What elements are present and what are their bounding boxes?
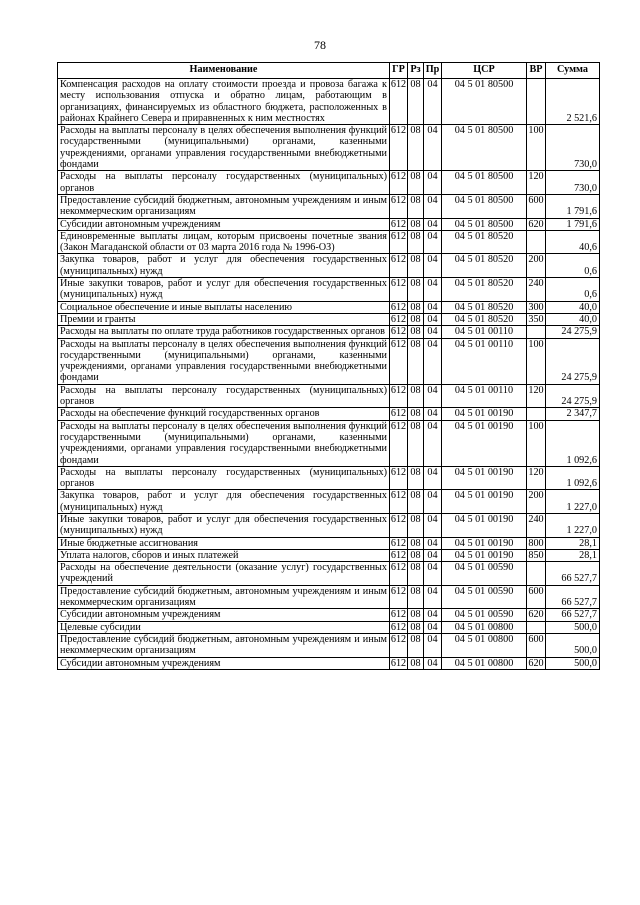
table-row — [58, 562, 600, 586]
cell-sum: 24 275,9 — [546, 384, 600, 408]
cell-vr — [527, 408, 546, 420]
cell-vr: 620 — [528, 609, 544, 621]
cell-gr: 612 — [390, 657, 407, 669]
cell-pr: 04 — [424, 609, 442, 621]
cell-pr: 04 — [424, 278, 442, 302]
cell-pr: 04 — [424, 621, 442, 633]
cell-gr: 612 — [390, 79, 408, 125]
cell-gr: 612 — [390, 171, 408, 195]
cell-rz: 08 — [408, 621, 424, 633]
cell-pr: 04 — [424, 254, 442, 278]
cell-name: Субсидии автономным учреждениям — [58, 218, 390, 230]
cell-sum: 730,0 — [546, 125, 600, 171]
header-vr: ВР — [527, 63, 546, 79]
cell-gr: 612 — [390, 313, 407, 325]
cell-sum: 500,0 — [546, 633, 600, 657]
cell-csr: 04 5 01 00800 — [442, 633, 527, 657]
cell-csr: 04 5 01 80500 — [442, 194, 527, 218]
cell-vr: 240 — [527, 278, 546, 302]
cell-csr: 04 5 01 00110 — [442, 384, 527, 408]
cell-vr: 120 — [527, 466, 546, 490]
table-row — [58, 657, 600, 669]
cell-sum: 28,1 — [546, 537, 600, 549]
cell-gr: 612 — [390, 384, 408, 408]
cell-rz: 08 — [408, 408, 424, 420]
cell-name: Премии и гранты — [58, 313, 390, 325]
cell-rz: 08 — [408, 513, 424, 537]
cell-sum: 2 347,7 — [546, 408, 600, 420]
cell-rz: 08 — [408, 633, 424, 657]
cell-sum: 0,6 — [546, 254, 600, 278]
cell-rz: 08 — [408, 466, 424, 490]
cell-name: Единовременные выплаты лицам, которым присвоены почетные звания (Закон Магаданской области от 03 марта 2016 года № 1996-ОЗ) — [58, 230, 390, 254]
header-sum: Сумма — [546, 63, 600, 79]
cell-sum: 500,0 — [546, 621, 600, 633]
table-row — [58, 301, 600, 313]
table-row — [58, 549, 600, 561]
cell-csr: 04 5 01 80520 — [442, 254, 527, 278]
cell-vr: 300 — [528, 301, 544, 313]
cell-rz: 08 — [408, 254, 424, 278]
cell-sum: 66 527,7 — [546, 585, 600, 609]
cell-gr: 612 — [390, 194, 408, 218]
cell-csr: 04 5 01 00190 — [442, 420, 527, 466]
cell-name: Расходы на выплаты по оплате труда работников государственных органов — [58, 326, 390, 338]
cell-gr: 612 — [390, 609, 407, 621]
cell-vr: 350 — [528, 313, 544, 325]
cell-rz: 08 — [408, 338, 424, 384]
cell-csr: 04 5 01 00110 — [442, 326, 527, 338]
cell-csr: 04 5 01 00190 — [442, 537, 527, 549]
cell-vr: 200 — [527, 490, 546, 514]
table-row — [58, 609, 600, 621]
cell-name: Иные бюджетные ассигнования — [58, 537, 390, 549]
table-row — [58, 313, 600, 325]
cell-pr: 04 — [424, 537, 442, 549]
cell-rz: 08 — [408, 326, 424, 338]
cell-sum: 66 527,7 — [546, 562, 600, 586]
cell-csr: 04 5 01 00800 — [442, 657, 527, 669]
cell-csr: 04 5 01 00590 — [442, 562, 527, 586]
cell-sum: 500,0 — [546, 657, 600, 669]
table-header-row — [58, 63, 600, 79]
cell-gr: 612 — [390, 254, 408, 278]
cell-name: Расходы на выплаты персоналу в целях обеспечения выполнения функций государственными (муниципальными) органами, казенными учреждениями, органами управления государственными внебюджетными фондами — [58, 420, 390, 466]
cell-vr: 240 — [527, 513, 546, 537]
cell-vr: 120 — [527, 171, 546, 195]
cell-sum: 2 521,6 — [546, 79, 600, 125]
cell-vr: 100 — [527, 125, 546, 171]
cell-name: Иные закупки товаров, работ и услуг для обеспечения государственных (муниципальных) нужд — [58, 513, 390, 537]
cell-csr: 04 5 01 00590 — [442, 609, 527, 621]
cell-gr: 612 — [390, 466, 408, 490]
cell-pr: 04 — [424, 313, 442, 325]
cell-csr: 04 5 01 00190 — [442, 408, 527, 420]
table-row — [58, 420, 600, 466]
cell-pr: 04 — [424, 549, 442, 561]
cell-sum: 0,6 — [546, 278, 600, 302]
table-row — [58, 194, 600, 218]
cell-vr — [527, 230, 546, 254]
cell-vr: 600 — [527, 633, 546, 657]
cell-name: Расходы на обеспечение функций государственных органов — [58, 408, 390, 420]
cell-rz: 08 — [408, 301, 424, 313]
cell-csr: 04 5 01 80520 — [442, 313, 527, 325]
header-csr: ЦСР — [442, 63, 527, 79]
cell-gr: 612 — [390, 633, 408, 657]
cell-csr: 04 5 01 80500 — [442, 218, 527, 230]
cell-csr: 04 5 01 80500 — [442, 125, 527, 171]
cell-rz: 08 — [408, 171, 424, 195]
cell-rz: 08 — [408, 384, 424, 408]
cell-vr: 120 — [527, 384, 546, 408]
cell-pr: 04 — [424, 230, 442, 254]
table-row — [58, 218, 600, 230]
table-row — [58, 490, 600, 514]
cell-csr: 04 5 01 80500 — [442, 79, 527, 125]
cell-name: Расходы на обеспечение деятельности (оказание услуг) государственных учреждений — [58, 562, 390, 586]
cell-rz: 08 — [408, 537, 424, 549]
cell-sum: 28,1 — [546, 549, 600, 561]
cell-rz: 08 — [408, 609, 424, 621]
cell-gr: 612 — [390, 562, 408, 586]
cell-name: Расходы на выплаты персоналу государственных (муниципальных) органов — [58, 171, 390, 195]
cell-gr: 612 — [390, 490, 408, 514]
cell-csr: 04 5 01 80520 — [442, 278, 527, 302]
cell-name: Закупка товаров, работ и услуг для обеспечения государственных (муниципальных) нужд — [58, 254, 390, 278]
cell-gr: 612 — [390, 338, 408, 384]
cell-gr: 612 — [390, 301, 407, 313]
cell-csr: 04 5 01 80520 — [442, 230, 527, 254]
cell-name: Субсидии автономным учреждениям — [58, 609, 390, 621]
cell-sum: 66 527,7 — [546, 609, 600, 621]
cell-sum: 1 227,0 — [546, 490, 600, 514]
cell-pr: 04 — [424, 338, 442, 384]
cell-csr: 04 5 01 00190 — [442, 549, 527, 561]
cell-rz: 08 — [408, 420, 424, 466]
cell-vr: 200 — [527, 254, 546, 278]
cell-name: Иные закупки товаров, работ и услуг для обеспечения государственных (муниципальных) нужд — [58, 278, 390, 302]
cell-gr: 612 — [390, 621, 407, 633]
cell-vr: 620 — [528, 218, 544, 230]
cell-gr: 612 — [390, 125, 408, 171]
cell-pr: 04 — [424, 490, 442, 514]
cell-rz: 08 — [408, 549, 424, 561]
cell-gr: 612 — [390, 420, 408, 466]
cell-gr: 612 — [390, 218, 407, 230]
cell-sum: 40,0 — [546, 301, 600, 313]
cell-sum: 24 275,9 — [546, 338, 600, 384]
cell-sum: 730,0 — [546, 171, 600, 195]
cell-name: Субсидии автономным учреждениям — [58, 657, 390, 669]
cell-pr: 04 — [424, 408, 442, 420]
cell-pr: 04 — [424, 562, 442, 586]
cell-pr: 04 — [424, 384, 442, 408]
cell-rz: 08 — [408, 278, 424, 302]
cell-pr: 04 — [424, 125, 442, 171]
table-body — [58, 79, 600, 670]
cell-rz: 08 — [408, 585, 424, 609]
table-row — [58, 254, 600, 278]
cell-name: Социальное обеспечение и иные выплаты населению — [58, 301, 390, 313]
table-row — [58, 513, 600, 537]
cell-sum: 1 791,6 — [546, 218, 600, 230]
cell-name: Закупка товаров, работ и услуг для обеспечения государственных (муниципальных) нужд — [58, 490, 390, 514]
header-pr: Пр — [424, 63, 442, 79]
cell-sum: 1 092,6 — [546, 420, 600, 466]
table-row — [58, 408, 600, 420]
cell-pr: 04 — [424, 79, 442, 125]
page-number: 78 — [314, 38, 326, 52]
cell-sum: 40,0 — [546, 313, 600, 325]
cell-name: Компенсация расходов на оплату стоимости проезда и провоза багажа к месту использования отпуска и обратно лицам, работающим в организациях, финансируемых из областного бюджета, расположенных в районах Крайнего Севера и приравненных к ним местностях — [58, 79, 390, 125]
cell-name: Уплата налогов, сборов и иных платежей — [58, 549, 390, 561]
cell-vr: 620 — [528, 657, 544, 669]
cell-name: Расходы на выплаты персоналу государственных (муниципальных) органов — [58, 384, 390, 408]
cell-csr: 04 5 01 00190 — [442, 513, 527, 537]
cell-rz: 08 — [408, 125, 424, 171]
header-rz: Рз — [408, 63, 424, 79]
table-row — [58, 326, 600, 338]
cell-rz: 08 — [408, 79, 424, 125]
cell-gr: 612 — [390, 278, 408, 302]
table-row — [58, 466, 600, 490]
cell-pr: 04 — [424, 171, 442, 195]
cell-csr: 04 5 01 00190 — [442, 490, 527, 514]
table-row — [58, 585, 600, 609]
cell-rz: 08 — [408, 490, 424, 514]
cell-csr: 04 5 01 00110 — [442, 338, 527, 384]
cell-gr: 612 — [390, 408, 407, 420]
cell-vr — [527, 621, 546, 633]
cell-sum: 40,6 — [546, 230, 600, 254]
cell-rz: 08 — [408, 562, 424, 586]
cell-csr: 04 5 01 00190 — [442, 466, 527, 490]
table-row — [58, 125, 600, 171]
cell-gr: 612 — [390, 549, 407, 561]
cell-gr: 612 — [390, 537, 407, 549]
cell-pr: 04 — [424, 466, 442, 490]
cell-pr: 04 — [424, 513, 442, 537]
cell-gr: 612 — [390, 326, 407, 338]
cell-vr: 100 — [527, 420, 546, 466]
cell-csr: 04 5 01 80500 — [442, 171, 527, 195]
cell-name: Расходы на выплаты персоналу в целях обеспечения выполнения функций государственными (муниципальными) органами, казенными учреждениями, органами управления государственными внебюджетными фондами — [58, 338, 390, 384]
cell-name: Расходы на выплаты персоналу государственных (муниципальных) органов — [58, 466, 390, 490]
table-row — [58, 171, 600, 195]
cell-gr: 612 — [390, 230, 408, 254]
cell-sum: 24 275,9 — [546, 326, 600, 338]
cell-gr: 612 — [390, 585, 408, 609]
table-row — [58, 278, 600, 302]
cell-rz: 08 — [408, 230, 424, 254]
table-row — [58, 230, 600, 254]
cell-rz: 08 — [408, 313, 424, 325]
table-row — [58, 537, 600, 549]
cell-name: Предоставление субсидий бюджетным, автономным учреждениям и иным некоммерческим организациям — [58, 194, 390, 218]
table-row — [58, 338, 600, 384]
cell-rz: 08 — [408, 194, 424, 218]
cell-vr — [527, 562, 546, 586]
cell-vr: 800 — [528, 537, 544, 549]
cell-csr: 04 5 01 80520 — [442, 301, 527, 313]
cell-rz: 08 — [408, 657, 424, 669]
cell-sum: 1 791,6 — [546, 194, 600, 218]
cell-gr: 612 — [390, 513, 408, 537]
cell-pr: 04 — [424, 633, 442, 657]
cell-vr: 850 — [528, 549, 544, 561]
header-name: Наименование — [58, 63, 390, 79]
budget-table — [57, 62, 600, 670]
cell-pr: 04 — [424, 657, 442, 669]
cell-pr: 04 — [424, 420, 442, 466]
cell-csr: 04 5 01 00800 — [442, 621, 527, 633]
cell-name: Целевые субсидии — [58, 621, 390, 633]
cell-pr: 04 — [424, 326, 442, 338]
cell-pr: 04 — [424, 218, 442, 230]
cell-name: Предоставление субсидий бюджетным, автономным учреждениям и иным некоммерческим организациям — [58, 585, 390, 609]
cell-sum: 1 227,0 — [546, 513, 600, 537]
cell-name: Расходы на выплаты персоналу в целях обеспечения выполнения функций государственными (муниципальными) органами, казенными учреждениями, органами управления государственными внебюджетными фондами — [58, 125, 390, 171]
cell-csr: 04 5 01 00590 — [442, 585, 527, 609]
table-row — [58, 79, 600, 125]
cell-rz: 08 — [408, 218, 424, 230]
cell-sum: 1 092,6 — [546, 466, 600, 490]
cell-pr: 04 — [424, 585, 442, 609]
cell-vr: 600 — [527, 194, 546, 218]
table-row — [58, 621, 600, 633]
cell-vr — [527, 79, 546, 125]
cell-pr: 04 — [424, 301, 442, 313]
cell-vr: 600 — [527, 585, 546, 609]
cell-vr: 100 — [527, 338, 546, 384]
header-gr: ГР — [390, 63, 408, 79]
cell-vr — [527, 326, 546, 338]
table-row — [58, 633, 600, 657]
table-row — [58, 384, 600, 408]
cell-pr: 04 — [424, 194, 442, 218]
cell-name: Предоставление субсидий бюджетным, автономным учреждениям и иным некоммерческим организациям — [58, 633, 390, 657]
